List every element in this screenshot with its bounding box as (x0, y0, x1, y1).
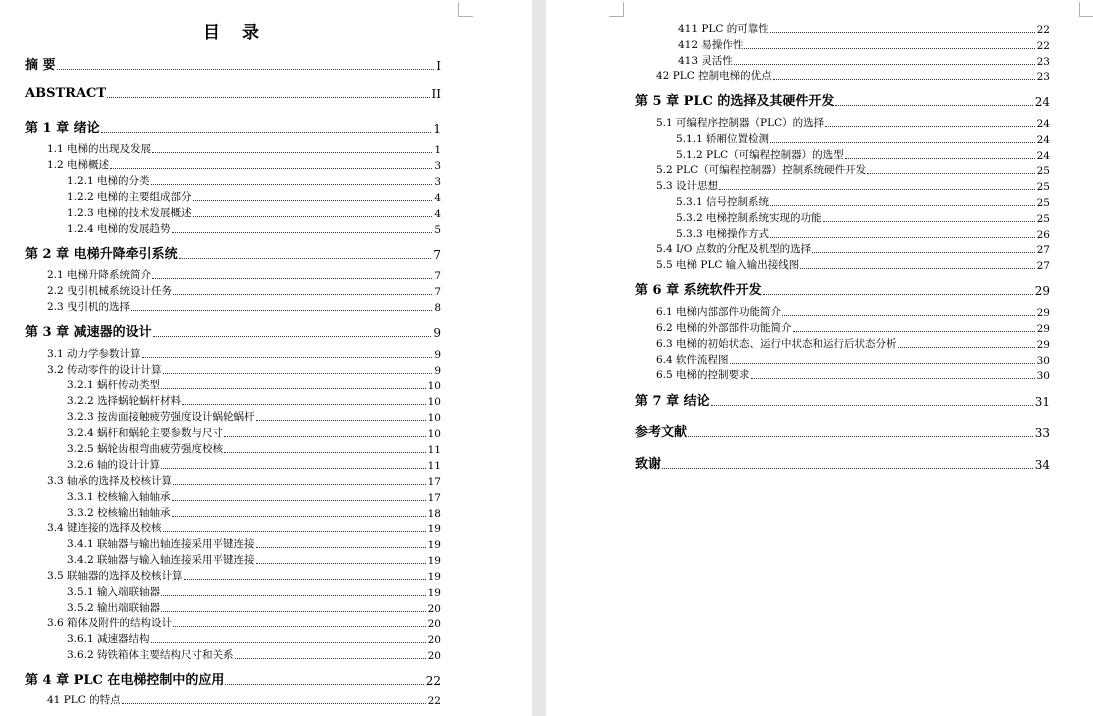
toc-entry-text: 3.3.2 校核输出轴轴承 (67, 507, 171, 519)
toc-section-entry[interactable] (67, 173, 441, 188)
toc-page-number: 34 (1034, 458, 1050, 472)
toc-page-number: 11 (427, 444, 441, 456)
toc-entry-text: 参考文献 (635, 425, 688, 440)
toc-section-entry[interactable] (656, 162, 1050, 177)
toc-entry-text: 2.1 电梯升降系统简介 (47, 269, 152, 281)
toc-page-number: 10 (427, 380, 441, 392)
toc-page-number: 19 (427, 571, 441, 583)
toc-section-entry[interactable] (47, 362, 441, 377)
toc-dot-leader (131, 310, 432, 311)
toc-dot-leader (734, 64, 1035, 65)
toc-dot-leader (153, 336, 432, 337)
toc-entry-text: 第 5 章 PLC 的选择及其硬件开发 (635, 94, 835, 109)
toc-page-number: 10 (427, 412, 441, 424)
toc-page-number: 9 (434, 349, 441, 361)
toc-entry-text: 6.5 电梯的控制要求 (656, 369, 750, 381)
toc-section-entry[interactable] (656, 304, 1050, 319)
toc-section-entry[interactable] (67, 552, 441, 567)
toc-section-entry[interactable] (67, 584, 441, 599)
toc-page-number: 18 (427, 508, 441, 520)
toc-entry-text: 3.4 键连接的选择及校核 (47, 522, 162, 534)
toc-dot-leader (224, 436, 426, 437)
toc-dot-leader (172, 232, 433, 233)
toc-dot-leader (101, 132, 432, 133)
toc-page-number: 19 (427, 523, 441, 535)
toc-page-number: 23 (1036, 56, 1050, 68)
toc-title: 目 录 (203, 23, 267, 43)
toc-section-entry[interactable] (67, 505, 441, 520)
toc-page-number: 29 (1036, 323, 1050, 335)
toc-entry-text: 42 PLC 控制电梯的优点 (656, 70, 772, 82)
margin-corner-mark (458, 2, 473, 17)
toc-section-entry[interactable] (47, 346, 441, 361)
toc-page-number: 17 (427, 476, 441, 488)
toc-dot-leader (110, 168, 432, 169)
toc-dot-leader (711, 405, 1033, 406)
toc-dot-leader (184, 579, 426, 580)
toc-dot-leader (151, 642, 426, 643)
toc-entry-text: 5.1 可编程序控制器（PLC）的选择 (656, 117, 825, 129)
toc-chapter-entry[interactable] (25, 86, 441, 101)
toc-dot-leader (800, 268, 1034, 269)
toc-page-number: 19 (427, 539, 441, 551)
toc-dot-leader (163, 373, 433, 374)
toc-dot-leader (107, 97, 429, 98)
toc-dot-leader (835, 105, 1032, 106)
toc-dot-leader (173, 294, 432, 295)
toc-dot-leader (662, 468, 1033, 469)
toc-entry-text: 6.4 软件流程图 (656, 354, 729, 366)
toc-page-number: 20 (427, 634, 441, 646)
toc-page-number: 20 (427, 603, 441, 615)
toc-section-entry[interactable] (67, 600, 441, 615)
toc-page-number: 19 (427, 587, 441, 599)
toc-entry-text: 3.2.3 按齿面接触疲劳强度设计蜗轮蜗杆 (67, 411, 255, 423)
toc-section-entry[interactable] (67, 631, 441, 646)
toc-section-entry[interactable] (47, 299, 441, 314)
toc-entry-text: 第 2 章 电梯升降牵引系统 (25, 247, 178, 262)
toc-page-number: 29 (1036, 307, 1050, 319)
toc-entry-text: 5.3.3 电梯操作方式 (676, 228, 770, 240)
toc-dot-leader (256, 547, 426, 548)
toc-entry-text: 412 易操作性 (678, 39, 744, 51)
toc-page-number: 8 (434, 302, 441, 314)
toc-page-number: 25 (1036, 165, 1050, 177)
toc-dot-leader (782, 315, 1035, 316)
toc-dot-leader (173, 484, 426, 485)
toc-dot-leader (719, 189, 1035, 190)
toc-section-entry[interactable] (676, 131, 1050, 146)
toc-dot-leader (172, 500, 426, 501)
toc-page-number: 24 (1034, 95, 1050, 109)
toc-page-number: 24 (1036, 134, 1050, 146)
toc-chapter-entry[interactable] (635, 90, 1050, 109)
toc-page-number: 9 (433, 326, 441, 340)
toc-section-entry[interactable] (67, 377, 441, 392)
toc-section-entry[interactable] (47, 520, 441, 535)
toc-entry-text: 3.3.1 校核输入轴轴承 (67, 491, 171, 503)
toc-section-entry[interactable] (47, 267, 441, 282)
toc-dot-leader (256, 563, 426, 564)
toc-page-number: I (436, 59, 441, 73)
toc-section-entry[interactable] (676, 194, 1050, 209)
toc-section-entry[interactable] (656, 241, 1050, 256)
toc-section-entry[interactable] (676, 210, 1050, 225)
toc-page-number: 9 (434, 365, 441, 377)
toc-section-entry[interactable] (47, 615, 441, 630)
toc-page-number: II (431, 87, 441, 101)
toc-chapter-entry[interactable] (25, 54, 441, 73)
toc-dot-leader (773, 79, 1035, 80)
toc-page-number: 4 (434, 208, 441, 220)
toc-dot-leader (730, 363, 1035, 364)
toc-page-number: 7 (434, 270, 441, 282)
toc-page-number: 10 (427, 428, 441, 440)
margin-corner-mark (1079, 2, 1093, 17)
toc-entry-text: 6.1 电梯内部部件功能简介 (656, 306, 782, 318)
toc-chapter-entry[interactable] (635, 453, 1050, 472)
toc-page-number: 23 (1036, 71, 1050, 83)
toc-section-entry[interactable] (47, 473, 441, 488)
toc-entry-text: 6.2 电梯的外部部件功能简介 (656, 322, 792, 334)
toc-section-entry[interactable] (67, 221, 441, 236)
toc-section-entry[interactable] (47, 157, 441, 172)
toc-entry-text: 2.2 曳引机械系统设计任务 (47, 285, 173, 297)
toc-section-entry[interactable] (67, 489, 441, 504)
toc-entry-text: 致谢 (635, 457, 662, 472)
document-page-right (546, 0, 1093, 716)
toc-dot-leader (122, 703, 426, 704)
toc-entry-text: 3.6 箱体及附件的结构设计 (47, 617, 173, 629)
toc-chapter-entry[interactable] (25, 243, 441, 262)
margin-corner-mark (609, 2, 624, 17)
toc-page-number: 19 (427, 555, 441, 567)
toc-entry-text: 摘 要 (25, 58, 56, 73)
toc-section-entry[interactable] (656, 68, 1050, 83)
toc-section-entry[interactable] (67, 205, 441, 220)
toc-chapter-entry[interactable] (25, 669, 441, 688)
toc-page-number: 20 (427, 650, 441, 662)
toc-dot-leader (161, 388, 426, 389)
toc-chapter-entry[interactable] (635, 279, 1050, 298)
toc-section-entry[interactable] (67, 393, 441, 408)
toc-entry-text: 3.5.2 输出端联轴器 (67, 602, 161, 614)
toc-page-number: 27 (1036, 260, 1050, 272)
toc-section-entry[interactable] (676, 226, 1050, 241)
toc-page-number: 1 (433, 122, 441, 136)
toc-dot-leader (193, 200, 433, 201)
toc-entry-text: 5.5 电梯 PLC 输入输出接线图 (656, 259, 800, 271)
toc-entry-text: 5.2 PLC（可编程控制器）控制系统硬件开发 (656, 164, 867, 176)
toc-page-number: 25 (1036, 213, 1050, 225)
toc-entry-text: 413 灵活性 (678, 55, 733, 67)
toc-page-number: 25 (1036, 197, 1050, 209)
toc-dot-leader (235, 658, 426, 659)
toc-dot-leader (770, 205, 1035, 206)
toc-section-entry[interactable] (656, 336, 1050, 351)
toc-page-number: 20 (427, 618, 441, 630)
toc-entry-text: 3.5.1 输入端联轴器 (67, 586, 161, 598)
toc-section-entry[interactable] (67, 441, 441, 456)
toc-section-entry[interactable] (678, 21, 1050, 36)
toc-entry-text: 6.3 电梯的初始状态、运行中状态和运行后状态分析 (656, 338, 897, 350)
toc-entry-text: 第 1 章 绪论 (25, 121, 100, 136)
toc-dot-leader (161, 468, 426, 469)
document-page-left (0, 0, 532, 716)
toc-entry-text: 第 3 章 减速器的设计 (25, 325, 152, 340)
toc-dot-leader (224, 452, 426, 453)
toc-section-entry[interactable] (678, 53, 1050, 68)
toc-dot-leader (152, 278, 432, 279)
toc-entry-text: 3.4.2 联轴器与输入轴连接采用平键连接 (67, 554, 255, 566)
toc-entry-text: 1.2.1 电梯的分类 (67, 175, 150, 187)
toc-dot-leader (161, 611, 426, 612)
toc-section-entry[interactable] (47, 283, 441, 298)
toc-page-number: 22 (427, 695, 441, 707)
toc-page-number: 11 (427, 460, 441, 472)
toc-entry-text: 3.2.6 轴的设计计算 (67, 459, 161, 471)
toc-section-entry[interactable] (67, 189, 441, 204)
toc-page-number: 29 (1036, 339, 1050, 351)
toc-section-entry[interactable] (656, 352, 1050, 367)
toc-section-entry[interactable] (67, 536, 441, 551)
toc-page-number: 17 (427, 492, 441, 504)
toc-entry-text: 3.2 传动零件的设计计算 (47, 364, 162, 376)
toc-dot-leader (151, 184, 433, 185)
toc-dot-leader (161, 595, 426, 596)
toc-page-number: 22 (425, 674, 441, 688)
toc-entry-text: 2.3 曳引机的选择 (47, 301, 131, 313)
toc-dot-leader (751, 378, 1035, 379)
toc-entry-text: 3.5 联轴器的选择及校核计算 (47, 570, 183, 582)
toc-dot-leader (812, 252, 1034, 253)
toc-dot-leader (256, 420, 426, 421)
toc-dot-leader (57, 69, 435, 70)
toc-entry-text: 3.2.4 蜗杆和蜗轮主要参数与尺寸 (67, 427, 224, 439)
toc-dot-leader (688, 436, 1033, 437)
toc-dot-leader (142, 357, 433, 358)
toc-dot-leader (793, 331, 1035, 332)
toc-dot-leader (770, 142, 1035, 143)
toc-page-number: 5 (434, 224, 441, 236)
toc-entry-text: 1.2.3 电梯的技术发展概述 (67, 207, 192, 219)
toc-entry-text: 3.6.1 减速器结构 (67, 633, 150, 645)
toc-entry-text: 5.3.2 电梯控制系统实现的功能 (676, 212, 822, 224)
toc-section-entry[interactable] (67, 409, 441, 424)
toc-entry-text: 1.2 电梯概述 (47, 159, 110, 171)
toc-entry-text: 5.1.2 PLC（可编程控制器）的选型 (676, 149, 844, 161)
toc-entry-text: 1.1 电梯的出现及发展 (47, 143, 152, 155)
toc-section-entry[interactable] (678, 37, 1050, 52)
toc-chapter-entry[interactable] (25, 321, 441, 340)
toc-dot-leader (163, 531, 426, 532)
toc-entry-text: 1.2.2 电梯的主要组成部分 (67, 191, 192, 203)
toc-page-number: 24 (1036, 150, 1050, 162)
toc-dot-leader (172, 516, 426, 517)
toc-dot-leader (173, 626, 426, 627)
toc-page-number: 22 (1036, 40, 1050, 52)
toc-dot-leader (744, 48, 1034, 49)
toc-entry-text: 第 4 章 PLC 在电梯控制中的应用 (25, 673, 225, 688)
toc-section-entry[interactable] (656, 257, 1050, 272)
toc-dot-leader (193, 216, 433, 217)
toc-section-entry[interactable] (656, 178, 1050, 193)
toc-dot-leader (770, 32, 1035, 33)
toc-dot-leader (845, 158, 1035, 159)
toc-section-entry[interactable] (67, 425, 441, 440)
toc-entry-text: 3.3 轴承的选择及校核计算 (47, 475, 173, 487)
toc-entry-text: 411 PLC 的可靠性 (678, 23, 769, 35)
toc-page-number: 3 (434, 160, 441, 172)
toc-entry-text: 1.2.4 电梯的发展趋势 (67, 223, 171, 235)
toc-entry-text: 3.6.2 铸铁箱体主要结构尺寸和关系 (67, 649, 234, 661)
toc-page-number: 29 (1034, 284, 1050, 298)
toc-dot-leader (898, 347, 1035, 348)
toc-section-entry[interactable] (47, 692, 441, 707)
toc-section-entry[interactable] (47, 568, 441, 583)
toc-dot-leader (152, 152, 432, 153)
toc-entry-text: 5.3 设计思想 (656, 180, 719, 192)
toc-dot-leader (182, 404, 426, 405)
toc-section-entry[interactable] (676, 147, 1050, 162)
toc-entry-text: ABSTRACT (25, 86, 107, 101)
toc-dot-leader (770, 237, 1035, 238)
toc-dot-leader (823, 221, 1035, 222)
toc-page-number: 27 (1036, 244, 1050, 256)
toc-entry-text: 41 PLC 的特点 (47, 694, 121, 706)
toc-entry-text: 3.2.5 蜗轮齿根弯曲疲劳强度校核 (67, 443, 224, 455)
toc-chapter-entry[interactable] (635, 390, 1050, 409)
toc-entry-text: 5.4 I/O 点数的分配及机型的选择 (656, 243, 812, 255)
toc-page-number: 22 (1036, 24, 1050, 36)
toc-page-number: 4 (434, 192, 441, 204)
toc-entry-text: 3.4.1 联轴器与输出轴连接采用平键连接 (67, 538, 255, 550)
toc-chapter-entry[interactable] (25, 117, 441, 136)
toc-entry-text: 3.2.2 选择蜗轮蜗杆材料 (67, 395, 182, 407)
toc-chapter-entry[interactable] (635, 421, 1050, 440)
toc-page-number: 26 (1036, 229, 1050, 241)
toc-entry-text: 第 7 章 结论 (635, 394, 710, 409)
toc-page-number: 31 (1034, 395, 1050, 409)
toc-section-entry[interactable] (656, 320, 1050, 335)
toc-entry-text: 5.3.1 信号控制系统 (676, 196, 770, 208)
toc-entry-text: 5.1.1 轿厢位置检测 (676, 133, 770, 145)
toc-page-number: 30 (1036, 355, 1050, 367)
toc-dot-leader (179, 258, 432, 259)
toc-section-entry[interactable] (656, 115, 1050, 130)
toc-page-number: 10 (427, 396, 441, 408)
toc-dot-leader (825, 126, 1035, 127)
toc-entry-text: 第 6 章 系统软件开发 (635, 283, 762, 298)
toc-section-entry[interactable] (67, 457, 441, 472)
toc-section-entry[interactable] (656, 367, 1050, 382)
toc-page-number: 7 (433, 248, 441, 262)
toc-page-number: 7 (434, 286, 441, 298)
toc-entry-text: 3.1 动力学参数计算 (47, 348, 141, 360)
toc-page-number: 30 (1036, 370, 1050, 382)
toc-dot-leader (763, 294, 1033, 295)
toc-page-number: 25 (1036, 181, 1050, 193)
toc-dot-leader (867, 173, 1035, 174)
toc-dot-leader (225, 684, 423, 685)
toc-section-entry[interactable] (67, 647, 441, 662)
toc-page-number: 1 (434, 144, 441, 156)
toc-page-number: 3 (434, 176, 441, 188)
toc-page-number: 24 (1036, 118, 1050, 130)
toc-section-entry[interactable] (47, 141, 441, 156)
toc-entry-text: 3.2.1 蜗杆传动类型 (67, 379, 161, 391)
toc-page-number: 33 (1034, 426, 1050, 440)
